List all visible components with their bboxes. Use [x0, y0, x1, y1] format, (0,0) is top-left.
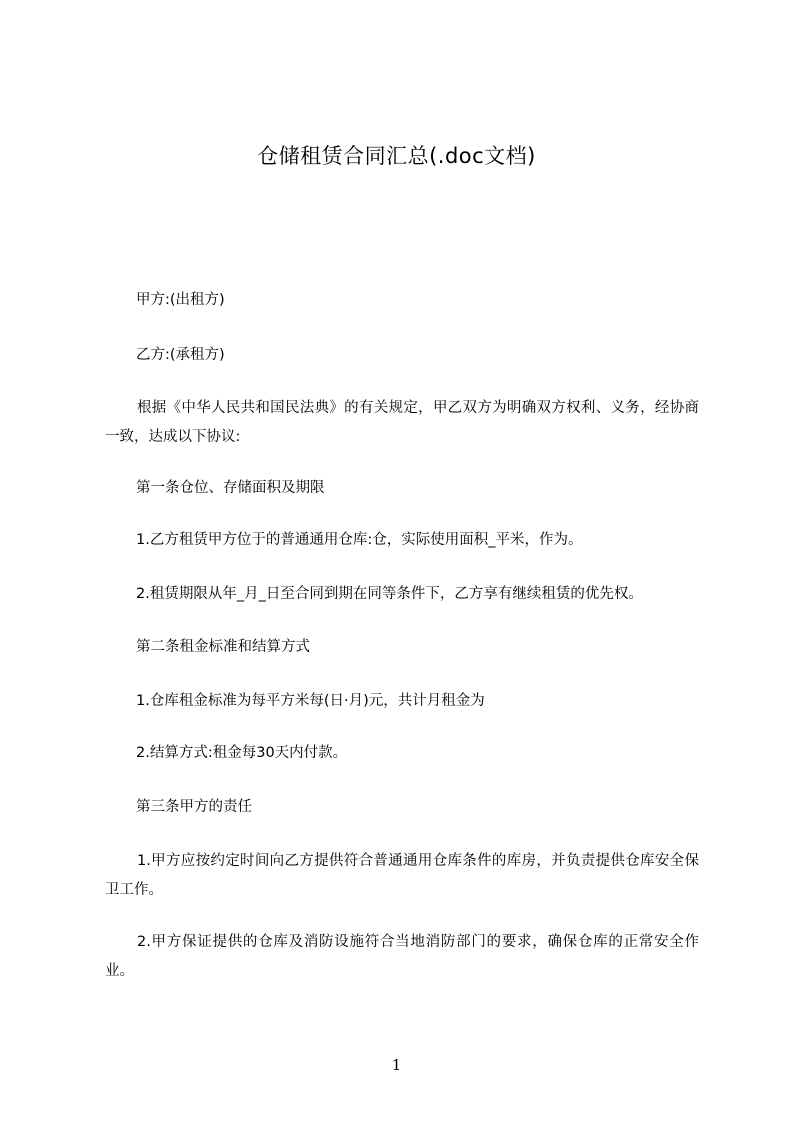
preamble-paragraph: 根据《中华人民共和国民法典》的有关规定，甲乙双方为明确双方权利、义务，经协商一致，达成以下协议:	[105, 400, 699, 445]
article-1-item-2: 2.租赁期限从年_月_日至合同到期在同等条件下，乙方享有继续租赁的优先权。	[136, 586, 643, 602]
party-a-line: 甲方:(出租方)	[136, 292, 225, 308]
page-number: 1	[391, 1056, 402, 1074]
document-title: 仓储租赁合同汇总(.doc文档)	[257, 144, 536, 168]
article-3-heading: 第三条甲方的责任	[136, 799, 252, 815]
article-2-heading: 第二条租金标准和结算方式	[136, 639, 310, 655]
article-1-heading: 第一条仓位、存储面积及期限	[136, 480, 325, 496]
article-1-item-1: 1.乙方租赁甲方位于的普通通用仓库:仓，实际使用面积_平米，作为。	[136, 532, 583, 548]
article-3-item-1: 1.甲方应按约定时间向乙方提供符合普通通用仓库条件的库房，并负责提供仓库安全保卫工作。	[105, 853, 699, 898]
party-b-line: 乙方:(承租方)	[136, 347, 225, 363]
article-2-item-2: 2.结算方式:租金每30天内付款。	[136, 745, 348, 761]
article-3-item-2: 2.甲方保证提供的仓库及消防设施符合当地消防部门的要求，确保仓库的正常安全作业。	[105, 934, 699, 979]
article-2-item-1: 1.仓库租金标准为每平方米每(日·月)元，共计月租金为	[136, 693, 485, 709]
